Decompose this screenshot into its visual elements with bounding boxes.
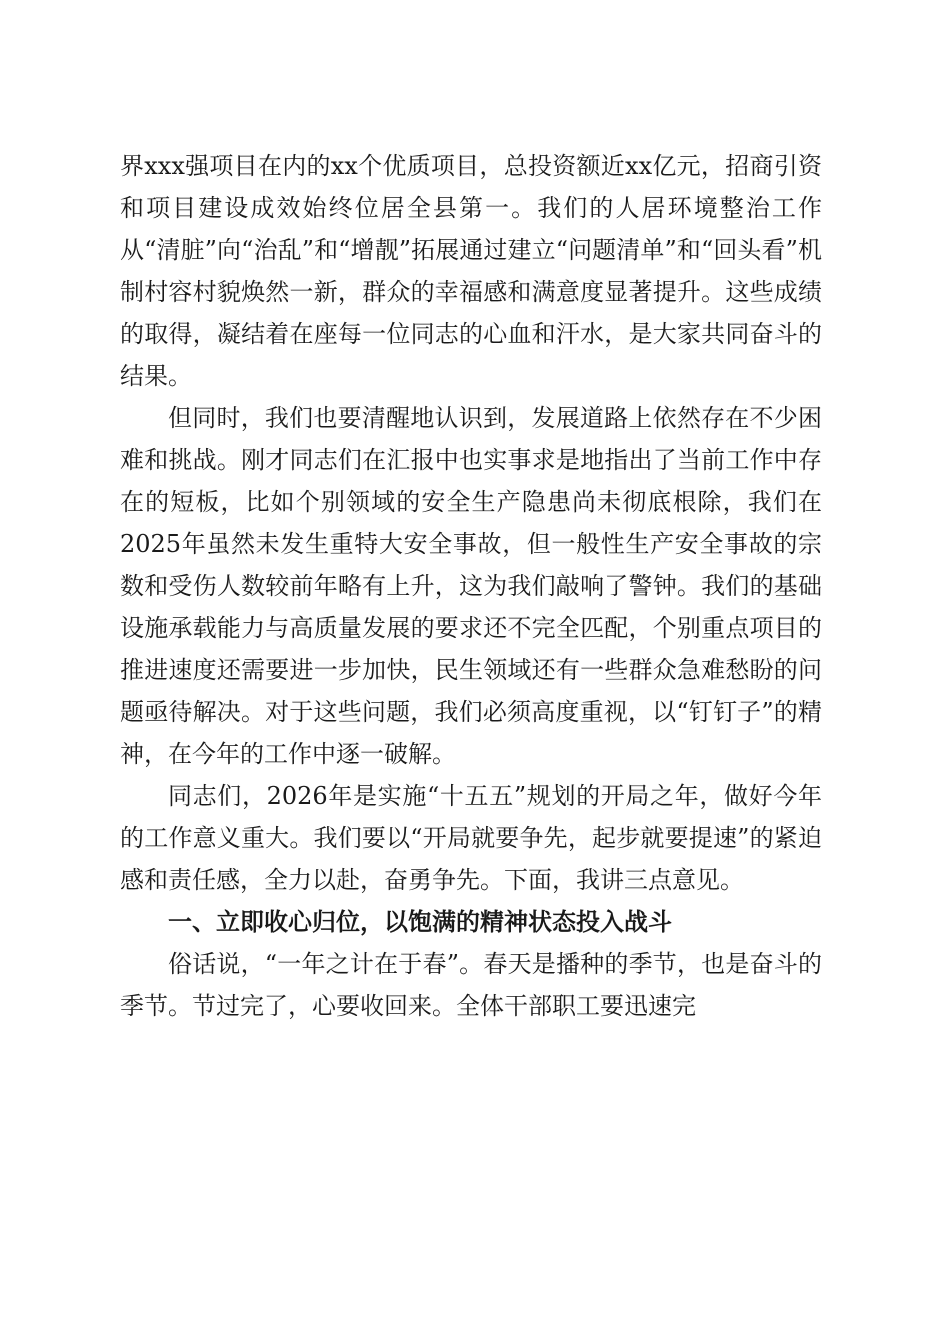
document-body: [120, 145, 822, 1027]
paragraph-spring-saying: 俗话说，“一年之计在于春”。春天是播种的季节，也是奋斗的季节。节过完了，心要收回来。全体干部职工要迅速完: [120, 950, 822, 1020]
paragraph-challenges: 但同时，我们也要清醒地认识到，发展道路上依然存在不少困难和挑战。刚才同志们在汇报中也实事求是地指出了当前工作中存在的短板，比如个别领域的安全生产隐患尚未彻底根除，我们在2025年虽然未发生重特大安全事故，但一般性生产安全事故的宗数和受伤人数较前年略有上升，这为我们敲响了警钟。我们的基础设施承载能力与高质量发展的要求还不完全匹配，个别重点项目的推进速度还需要进一步加快，民生领域还有一些群众急难愁盼的问题亟待解决。对于这些问题，我们必须高度重视，以“钉钉子”的精神，在今年的工作中逐一破解。: [120, 404, 822, 768]
paragraph-2026-outlook: 同志们，2026年是实施“十五五”规划的开局之年，做好今年的工作意义重大。我们要以“开局就要争先，起步就要提速”的紧迫感和责任感，全力以赴，奋勇争先。下面，我讲三点意见。: [120, 782, 822, 894]
paragraph-achievements: 界xxx强项目在内的xx个优质项目，总投资额近xx亿元，招商引资和项目建设成效始终位居全县第一。我们的人居环境整治工作从“清脏”向“治乱”和“增靓”拓展通过建立“问题清单”和“回头看”机制村容村貌焕然一新，群众的幸福感和满意度显著提升。这些成绩的取得，凝结着在座每一位同志的心血和汗水，是大家共同奋斗的结果。: [120, 152, 822, 390]
section-heading: 一、立即收心归位，以饱满的精神状态投入战斗: [168, 908, 672, 936]
